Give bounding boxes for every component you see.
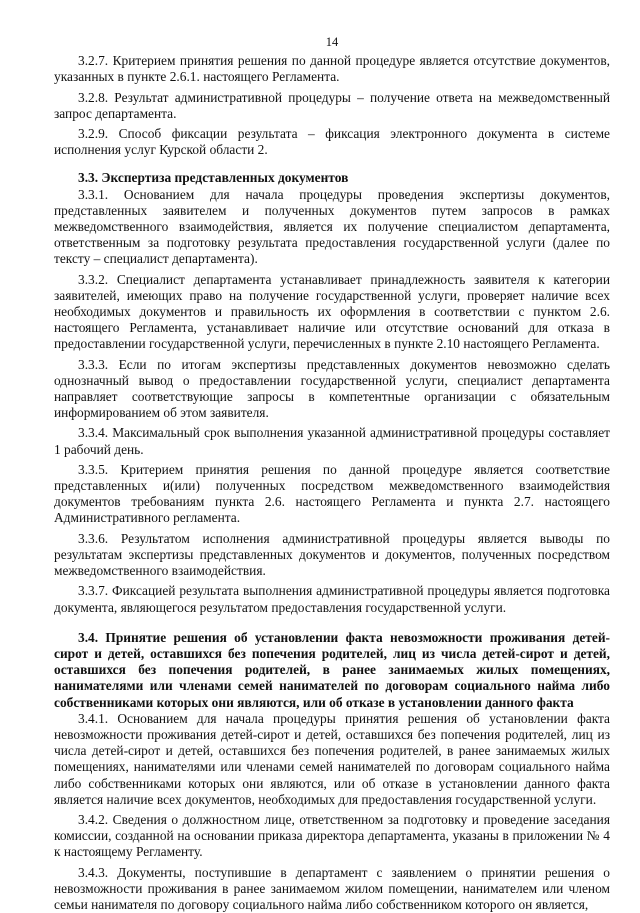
section-title-3-3: 3.3. Экспертиза представленных документов bbox=[78, 170, 349, 186]
paragraph-3-3-6: 3.3.6. Результатом исполнения административной процедуры является выводы по результатам экспертизы представленных документов и документов, полученных посредством межведомственного взаимодействия. bbox=[54, 530, 610, 579]
paragraph-3-3-2: 3.3.2. Специалист департамента устанавливает принадлежность заявителя к категории заявителей, имеющих право на получение государственной услуги, проверяет наличие всех необходимых документов и правильность их оформления в соответствии с пунктом 2.6. настоящего Регламента, устанавливает наличие или отсутствие оснований для отказа в предоставлении государственной услуги, перечисленных в пункте 2.10 настоящего Регламента. bbox=[54, 271, 610, 352]
paragraph-3-2-7: 3.2.7. Критерием принятия решения по данной процедуре является отсутствие документов, указанных в пункте 2.6.1. настоящего Регламента. bbox=[54, 53, 610, 85]
paragraph-3-3-5: 3.3.5. Критерием принятия решения по данной процедуре является соответствие представленных и(или) полученных посредством межведомственного взаимодействия документов требованиям пункта 2.6. настоящего Регламента и пункта 2.7. настоящего Административного регламента. bbox=[54, 461, 610, 526]
paragraph-3-3-7: 3.3.7. Фиксацией результата выполнения административной процедуры является подготовка документа, являющегося результатом предоставления государственной услуги. bbox=[54, 583, 610, 615]
paragraph-3-3-3: 3.3.3. Если по итогам экспертизы представленных документов невозможно сделать однозначный вывод о предоставлении государственной услуги, специалист департамента направляет соответствующие запросы в компетентные организации с обязательным информированием об этом заявителя. bbox=[54, 356, 610, 421]
paragraph-3-3-4: 3.3.4. Максимальный срок выполнения указанной административной процедуры составляет 1 рабочий день. bbox=[54, 425, 610, 457]
paragraph-3-2-9: 3.2.9. Способ фиксации результата – фиксация электронного документа в системе исполнения услуг Курской области 2. bbox=[54, 126, 610, 158]
paragraph-3-2-8: 3.2.8. Результат административной процедуры – получение ответа на межведомственный запрос департамента. bbox=[54, 89, 610, 121]
paragraph-3-4-1: 3.4.1. Основанием для начала процедуры принятия решения об установлении факта невозможности проживания детей-сирот и детей, оставшихся без попечения родителей, лиц из числа детей-сирот и детей, оставшихся без попечения родителей, в ранее занимаемых жилых помещениях, нанимателями или членами семей нанимателей по договорам социального найма либо собственниками которых они являются, или об отказе в установлении данного факта является наличие всех документов, необходимых для предоставления государственной услуги. bbox=[54, 710, 610, 807]
paragraph-3-4-3: 3.4.3. Документы, поступившие в департамент с заявлением о принятии решения о невозможности проживания в ранее занимаемом жилом помещении, нанимателем или членом семьи нанимателя по договору социального найма либо собственником которого он является, bbox=[54, 864, 610, 912]
section-title-3-4: 3.4. Принятие решения об установлении факта невозможности проживания детей-сирот и детей, оставшихся без попечения родителей, лиц из числа детей-сирот и детей, оставшихся без попечения родителей, в ранее занимаемых жилых помещениях, нанимателями или членами семей нанимателей по договорам социального найма либо собственниками которых они являются, или об отказе в установлении данного факта bbox=[54, 629, 610, 710]
paragraph-3-3-1: 3.3.1. Основанием для начала процедуры проведения экспертизы документов, представленных заявителем и полученных документов путем запросов в рамках межведомственного взаимодействия, является их получение специалистом департамента, ответственным за подготовку результата предоставления государственной услуги (далее по тексту – специалист департамента). bbox=[54, 186, 610, 267]
page-number: 14 bbox=[325, 35, 339, 49]
paragraph-3-4-2: 3.4.2. Сведения о должностном лице, ответственном за подготовку и проведение заседания комиссии, созданной на основании приказа директора департамента, указаны в приложении № 4 к настоящему Регламенту. bbox=[54, 811, 610, 860]
